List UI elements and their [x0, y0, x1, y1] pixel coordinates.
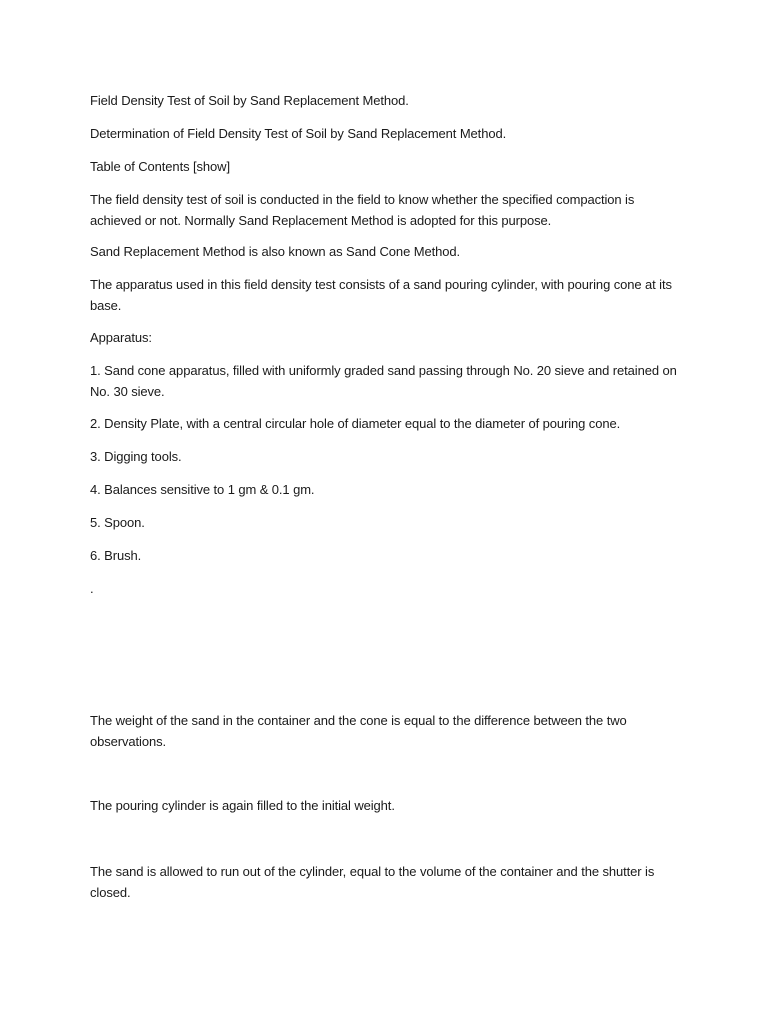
apparatus-heading: Apparatus: — [90, 330, 152, 345]
apparatus-list-item: 1. Sand cone apparatus, filled with uniformly graded sand passing through No. 20 sieve and retained on No. 30 sieve. — [90, 363, 677, 399]
intro-paragraph: Sand Replacement Method is also known as Sand Cone Method. — [90, 244, 460, 259]
table-of-contents-toggle[interactable]: Table of Contents [show] — [90, 159, 230, 174]
document-subtitle: Determination of Field Density Test of Soil by Sand Replacement Method. — [90, 126, 507, 141]
apparatus-list-item: 4. Balances sensitive to 1 gm & 0.1 gm. — [90, 482, 315, 497]
apparatus-list-item: 5. Spoon. — [90, 515, 145, 530]
apparatus-list-item: 6. Brush. — [90, 548, 142, 563]
apparatus-list-item: 3. Digging tools. — [90, 449, 182, 464]
apparatus-list-item: 2. Density Plate, with a central circular hole of diameter equal to the diameter of pouring cone. — [90, 416, 621, 431]
procedure-paragraph: The sand is allowed to run out of the cylinder, equal to the volume of the container and the shutter is closed. — [90, 864, 655, 900]
intro-paragraph: The field density test of soil is conducted in the field to know whether the specified compaction is achieved or not. Normally Sand Replacement Method is adopted for this purpose. — [90, 192, 635, 228]
procedure-paragraph: The weight of the sand in the container and the cone is equal to the difference between the two observations. — [90, 713, 627, 749]
procedure-paragraph: The pouring cylinder is again filled to the initial weight. — [90, 798, 395, 813]
document-title: Field Density Test of Soil by Sand Replacement Method. — [90, 93, 409, 108]
intro-paragraph: The apparatus used in this field density test consists of a sand pouring cylinder, with pouring cone at its base. — [90, 277, 672, 313]
separator-dot: . — [90, 581, 94, 596]
